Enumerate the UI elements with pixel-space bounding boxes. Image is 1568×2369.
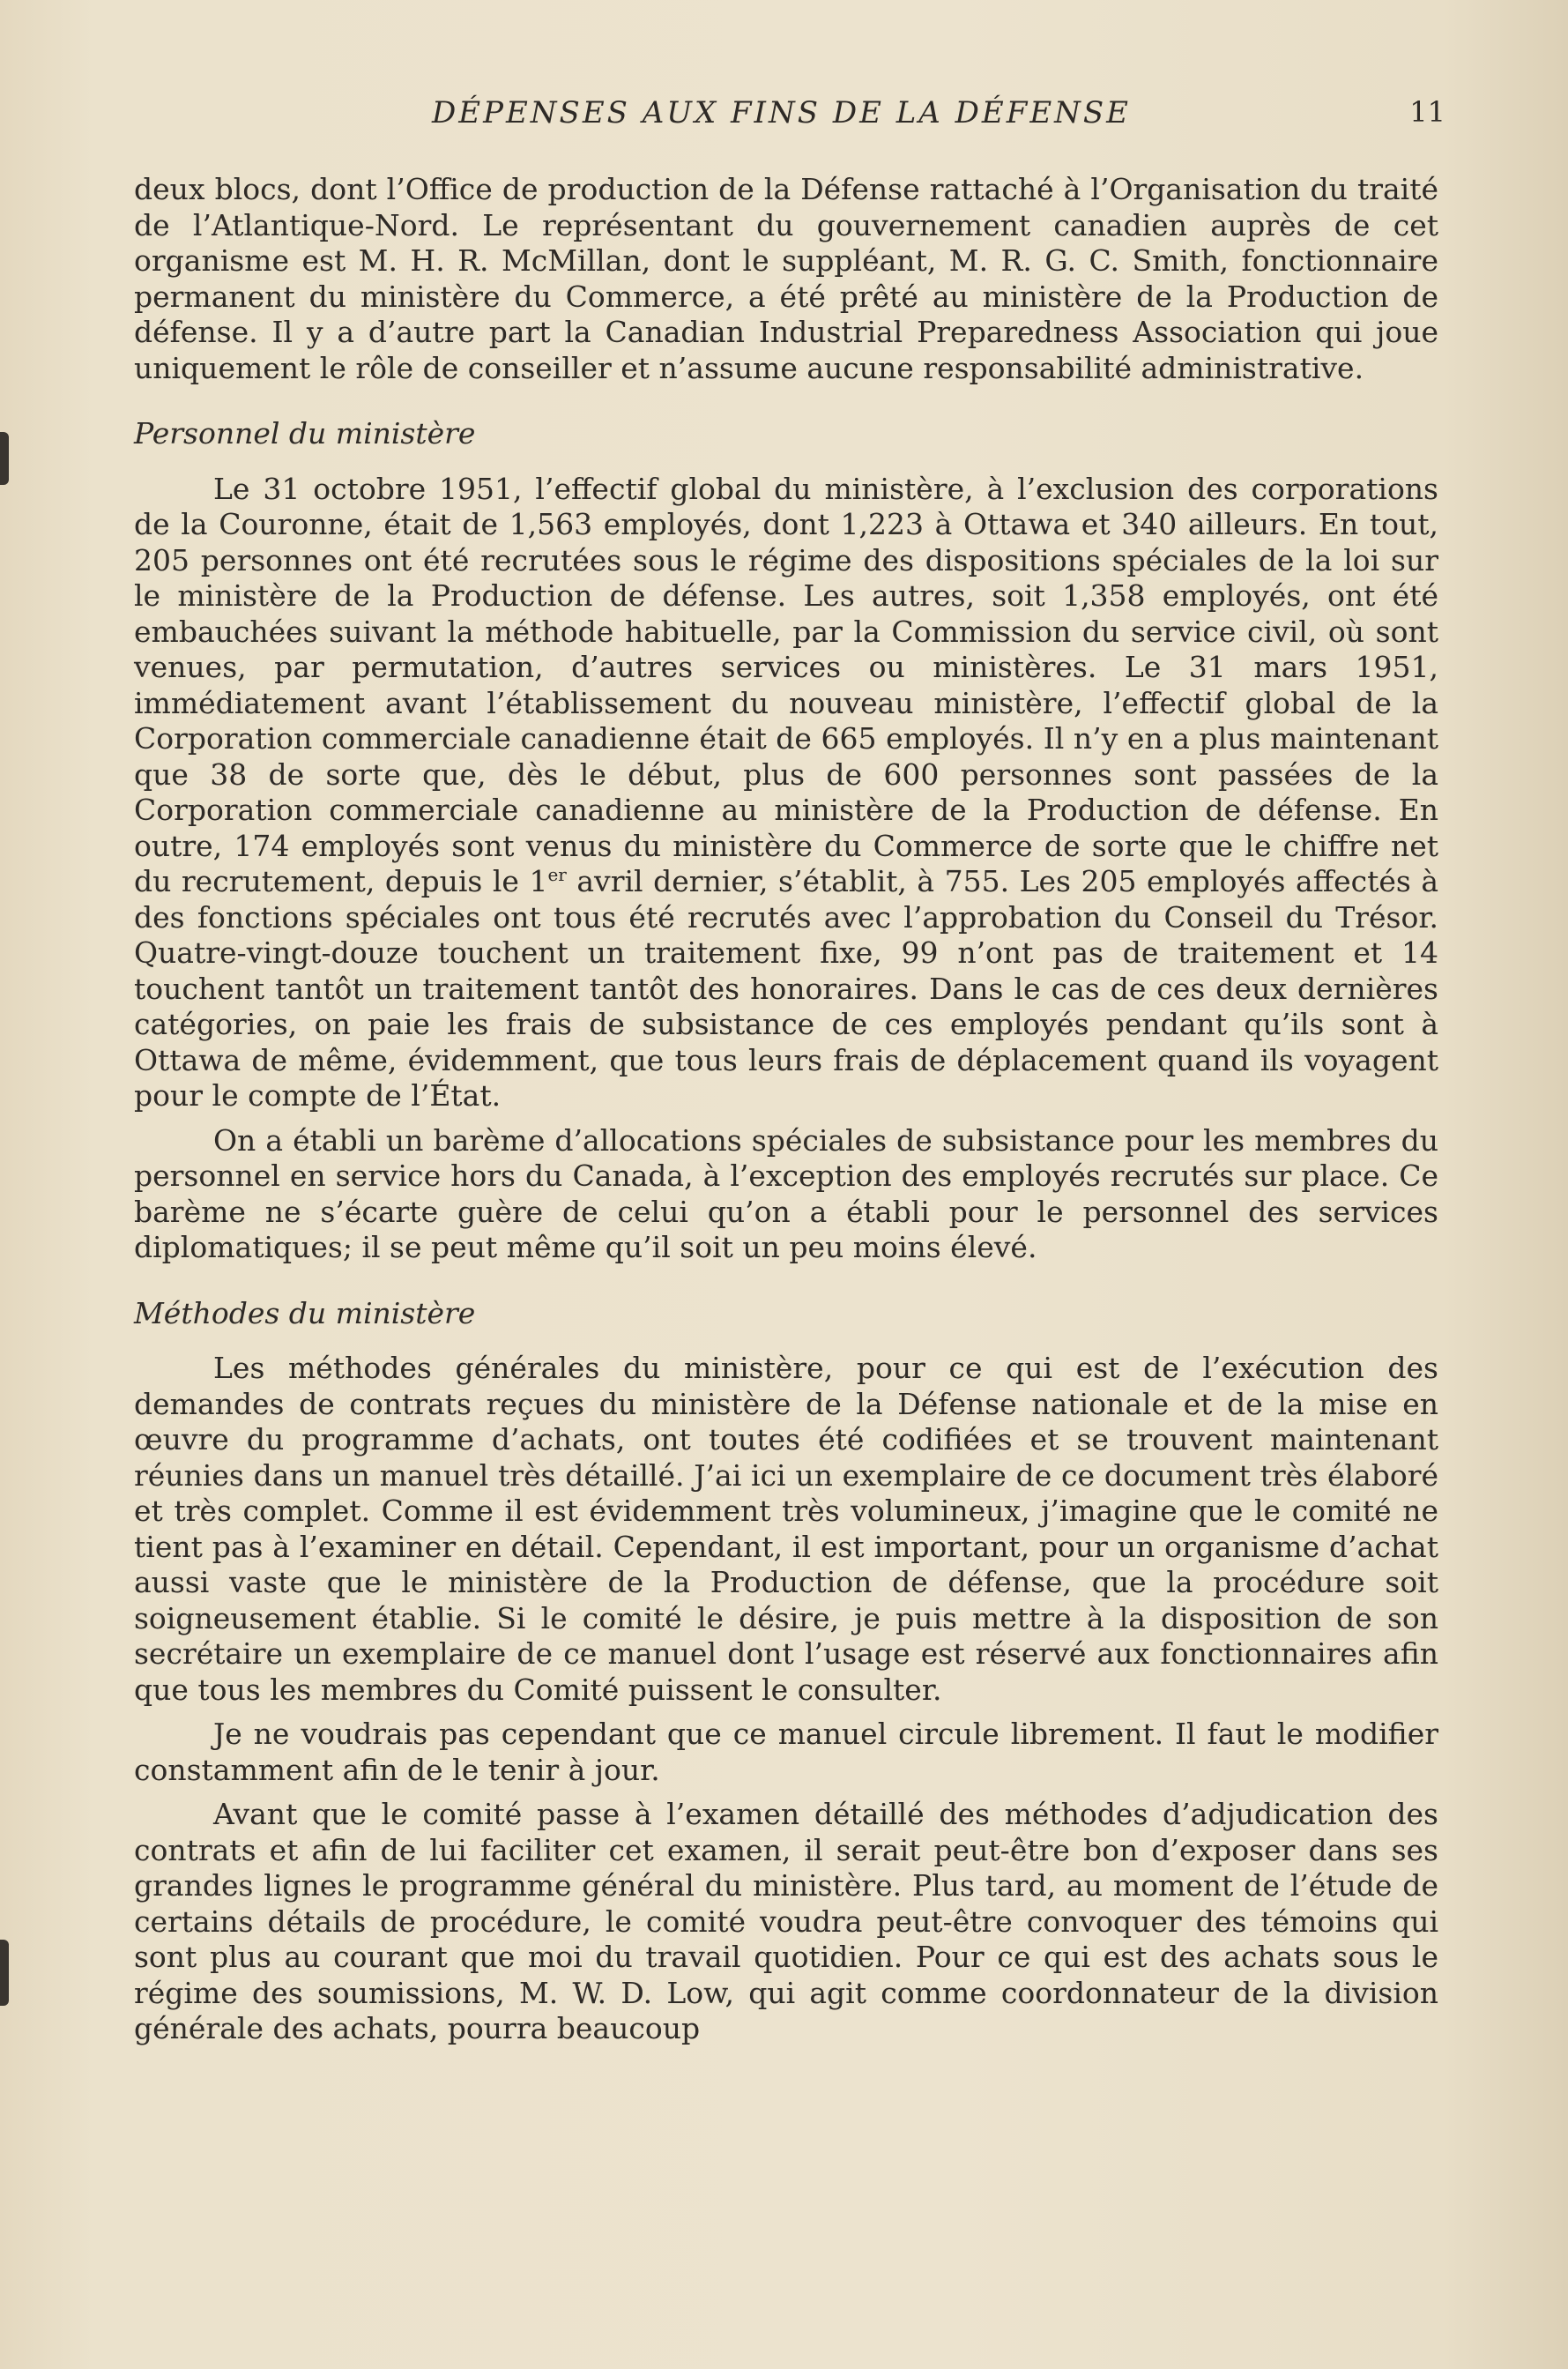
page-body	[134, 172, 1438, 2047]
running-title: DÉPENSES AUX FINS DE LA DÉFENSE	[432, 95, 1132, 130]
paragraph-allocations: On a établi un barème d’allocations spéciales de subsistance pour les membres du personnel en service hors du Canada, à l’exception des employés recrutés sur place. Ce barème ne s’écarte guère de celui qu’on a établi pour le personnel des services diplomatiques; il se peut même qu’il soit un peu moins élevé.	[134, 1122, 1438, 1264]
ordinal-superscript: er	[547, 864, 567, 885]
paragraph-personnel-effectif: Le 31 octobre 1951, l’effectif global du ministère, à l’exclusion des corporations de la Couronne, était de 1,563 employés, dont 1,223 à Ottawa et 340 ailleurs. En tout, 205 personnes ont été recrutées sous le régime des dispositions spéciales de la loi sur le ministère de la Production de défense. Les autres, soit 1,358 employés, ont été embauchées suivant la méthode habituelle, par la Commission du service civil, où sont venues, par permutation, d’autres services ou ministères. Le 31 mars 1951, immédiatement avant l’établissement du nouveau ministère, l’effectif global de la Corporation commerciale canadienne était de 665 employés. Il n’y en a plus maintenant que 38 de sorte que, dès le début, plus de 600 personnes sont passées de la Corporation commerciale canadienne au ministère de la Production de défense. En outre, 174 employés sont venus du ministère du Commerce de sorte que le chiffre net du recrutement, depuis le 1er avril dernier, s’établit, à 755. Les 205 employés affectés à des fonctions spéciales ont tous été recrutés avec l’approbation du Conseil du Trésor. Quatre-vingt-douze touchent un traitement fixe, 99 n’ont pas de traitement et 14 touchent tantôt un traitement tantôt des honoraires. Dans le cas de ces deux dernières catégories, on paie les frais de subsistance de ces employés pendant qu’ils sont à Ottawa de même, évidemment, que tous leurs frais de déplacement quand ils voyagent pour le compte de l’État.	[134, 471, 1438, 1113]
binding-mark-bottom	[0, 1940, 9, 2006]
paragraph-intro-continuation: deux blocs, dont l’Office de production de la Défense rattaché à l’Organisation du traité de l’Atlantique-Nord. Le représentant du gouvernement canadien auprès de cet organisme est M. H. R. McMillan, dont le suppléant, M. R. G. C. Smith, fonctionnaire permanent du ministère du Commerce, a été prêté au ministère de la Production de défense. Il y a d’autre part la Canadian Industrial Preparedness Association qui joue uniquement le rôle de conseiller et n’assume aucune responsabilité administrative.	[134, 172, 1438, 385]
paragraph-methodes-manuel: Les méthodes générales du ministère, pour ce qui est de l’exécution des demandes de contrats reçues du ministère de la Défense nationale et de la mise en œuvre du programme d’achats, ont toutes été codifiées et se trouvent maintenant réunies dans un manuel très détaillé. J’ai ici un exemplaire de ce document très élaboré et très complet. Comme il est évidemment très volumineux, j’imagine que le comité ne tient pas à l’examiner en détail. Cependant, il est important, pour un organisme d’achat aussi vaste que le ministère de la Production de défense, que la procédure soit soigneusement établie. Si le comité le désire, je puis mettre à la disposition de son secrétaire un exemplaire de ce manuel dont l’usage est réservé aux fonctionnaires afin que tous les membres du Comité puissent le consulter.	[134, 1351, 1438, 1707]
section-heading-methodes: Méthodes du ministère	[134, 1295, 476, 1330]
page-header	[132, 95, 1445, 139]
paragraph-circulation: Je ne voudrais pas cependant que ce manuel circule librement. Il faut le modifier constamment afin de le tenir à jour.	[134, 1717, 1438, 1787]
page-number: 11	[1409, 95, 1445, 129]
paragraph-adjudication: Avant que le comité passe à l’examen détaillé des méthodes d’adjudication des contrats et afin de lui faciliter cet examen, il serait peut-être bon d’exposer dans ses grandes lignes le programme général du ministère. Plus tard, au moment de l’étude de certains détails de procédure, le comité voudra peut-être convoquer des témoins qui sont plus au courant que moi du travail quotidien. Pour ce qui est des achats sous le régime des soumissions, M. W. D. Low, qui agit comme coordonnateur de la division générale des achats, pourra beaucoup	[134, 1797, 1438, 2045]
section-heading-personnel: Personnel du ministère	[134, 416, 476, 451]
binding-mark-top	[0, 432, 9, 485]
